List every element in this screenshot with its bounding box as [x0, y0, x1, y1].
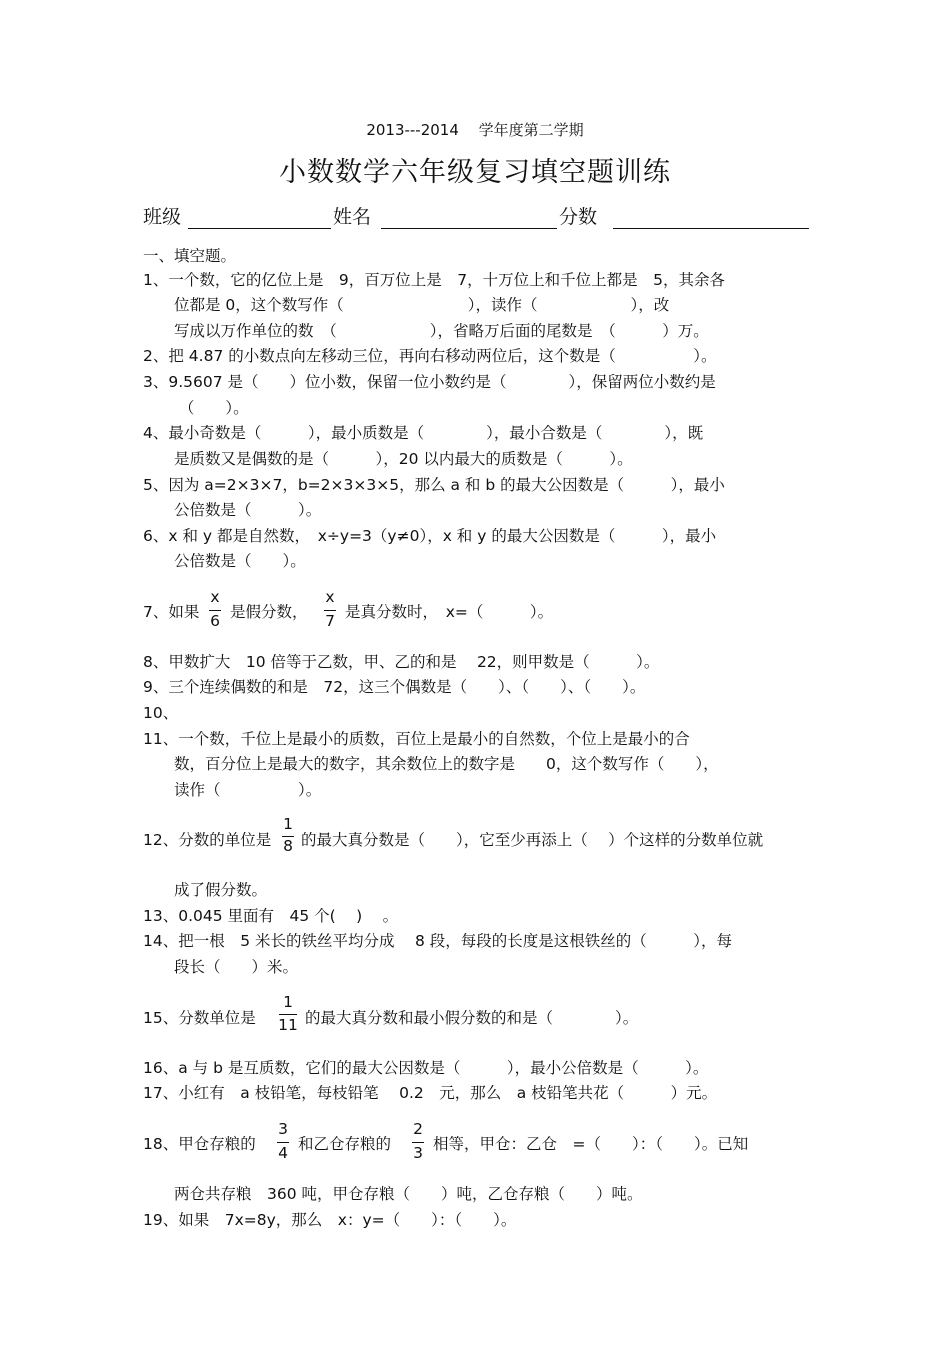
fraction-bar — [277, 1142, 289, 1143]
fraction-bar — [279, 1014, 297, 1015]
fraction-denominator: 4 — [278, 1144, 288, 1162]
question-line: 11、一个数，千位上是最小的质数，百位上是最小的自然数，个位上是最小的合 — [143, 730, 690, 748]
fraction-bar — [412, 1142, 424, 1143]
q7-suffix: 是真分数时， x=（ ）。 — [345, 603, 554, 621]
question-line: 1、一个数，它的亿位上是 9，百万位上是 7，十万位上和千位上都是 5，其余各 — [143, 271, 725, 289]
score-blank[interactable] — [613, 228, 809, 229]
question-line: 写成以万作单位的数 （ ），省略万后面的尾数是 （ ）万。 — [143, 322, 709, 340]
q12-prefix: 12、分数的单位是 — [143, 831, 272, 849]
name-label: 姓名 — [333, 206, 372, 228]
fraction-denominator: 3 — [413, 1144, 423, 1162]
q18-suffix: 相等，甲仓：乙仓 =（ ）：（ ）。已知 — [433, 1135, 749, 1153]
question-line: 2、把 4.87 的小数点向左移动三位，再向右移动两位后，这个数是（ ）。 — [143, 347, 717, 365]
question-line: 14、把一根 5 米长的铁丝平均分成 8 段，每段的长度是这根铁丝的（ ），每 — [143, 932, 732, 950]
fraction-denominator: 8 — [283, 837, 293, 855]
question-line: 19、如果 7x=8y，那么 x：y=（ ）：（ ）。 — [143, 1211, 517, 1229]
fraction-numerator: 1 — [283, 993, 293, 1011]
page-title: 小数数学六年级复习填空题训练 — [279, 157, 671, 188]
fraction-numerator: x — [325, 588, 335, 606]
question-line: 10、 — [143, 704, 179, 722]
fraction-numerator: 2 — [413, 1120, 423, 1138]
fraction-denominator: 6 — [210, 612, 220, 630]
fraction-numerator: 1 — [283, 815, 293, 833]
q18-prefix: 18、甲仓存粮的 — [143, 1135, 256, 1153]
question-line: 公倍数是（ ）。 — [143, 552, 306, 570]
fraction-denominator: 7 — [325, 612, 335, 630]
score-label: 分数 — [559, 206, 598, 228]
q18-middle: 和乙仓存粮的 — [298, 1135, 392, 1153]
question-line: 17、小红有 a 枝铅笔，每枝铅笔 0.2 元，那么 a 枝铅笔共花（ ）元。 — [143, 1084, 718, 1102]
question-line: 9、三个连续偶数的和是 72，这三个偶数是（ ）、（ ）、（ ）。 — [143, 678, 646, 696]
question-line: 16、a 与 b 是互质数，它们的最大公因数是（ ），最小公倍数是（ ）。 — [143, 1059, 709, 1077]
question-line: 5、因为 a=2×3×7，b=2×3×3×5，那么 a 和 b 的最大公因数是（ ），最小 — [143, 476, 725, 494]
question-line: 位都是 0，这个数写作（ ），读作（ ），改 — [143, 296, 670, 314]
q12-continuation: 成了假分数。 — [143, 881, 268, 899]
class-blank[interactable] — [188, 228, 331, 229]
section-title: 一、填空题。 — [143, 247, 237, 265]
fraction-numerator: x — [210, 588, 220, 606]
question-line: 6、x 和 y 都是自然数， x÷y=3（y≠0），x 和 y 的最大公因数是（ ），最小 — [143, 527, 717, 545]
q7-middle: 是假分数， — [230, 603, 308, 621]
fraction-bar — [209, 610, 221, 611]
q7-prefix: 7、如果 — [143, 603, 200, 621]
q15-prefix: 15、分数单位是 — [143, 1009, 256, 1027]
question-line: 是质数又是偶数的是（ ），20 以内最大的质数是（ ）。 — [143, 450, 633, 468]
name-blank[interactable] — [381, 228, 557, 229]
question-line: 公倍数是（ ）。 — [143, 501, 322, 519]
fraction-numerator: 3 — [278, 1120, 288, 1138]
question-line: 13、0.045 里面有 45 个( ) 。 — [143, 907, 399, 925]
question-line: 读作（ ）。 — [143, 781, 322, 799]
question-line: 数，百分位上是最大的数字，其余数位上的数字是 0，这个数写作（ ）， — [143, 755, 719, 773]
q15-suffix: 的最大真分数和最小假分数的和是（ ）。 — [305, 1009, 639, 1027]
school-year: 2013---2014 学年度第二学期 — [366, 121, 584, 139]
question-line: 段长（ ）米。 — [143, 958, 299, 976]
question-line: 3、9.5607 是（ ）位小数，保留一位小数约是（ ），保留两位小数约是 — [143, 373, 716, 391]
q18-continuation: 两仓共存粮 360 吨，甲仓存粮（ ）吨，乙仓存粮（ ）吨。 — [143, 1185, 643, 1203]
fraction-bar — [324, 610, 336, 611]
question-line: （ ）。 — [143, 399, 249, 417]
question-line: 8、甲数扩大 10 倍等于乙数，甲、乙的和是 22，则甲数是（ ）。 — [143, 653, 660, 671]
question-line: 4、最小奇数是（ ），最小质数是（ ），最小合数是（ ），既 — [143, 424, 704, 442]
fraction-denominator: 11 — [278, 1016, 298, 1034]
class-label: 班级 — [143, 206, 182, 228]
q12-suffix: 的最大真分数是（ ），它至少再添上（ ）个这样的分数单位就 — [301, 831, 764, 849]
student-info-line — [143, 202, 813, 232]
